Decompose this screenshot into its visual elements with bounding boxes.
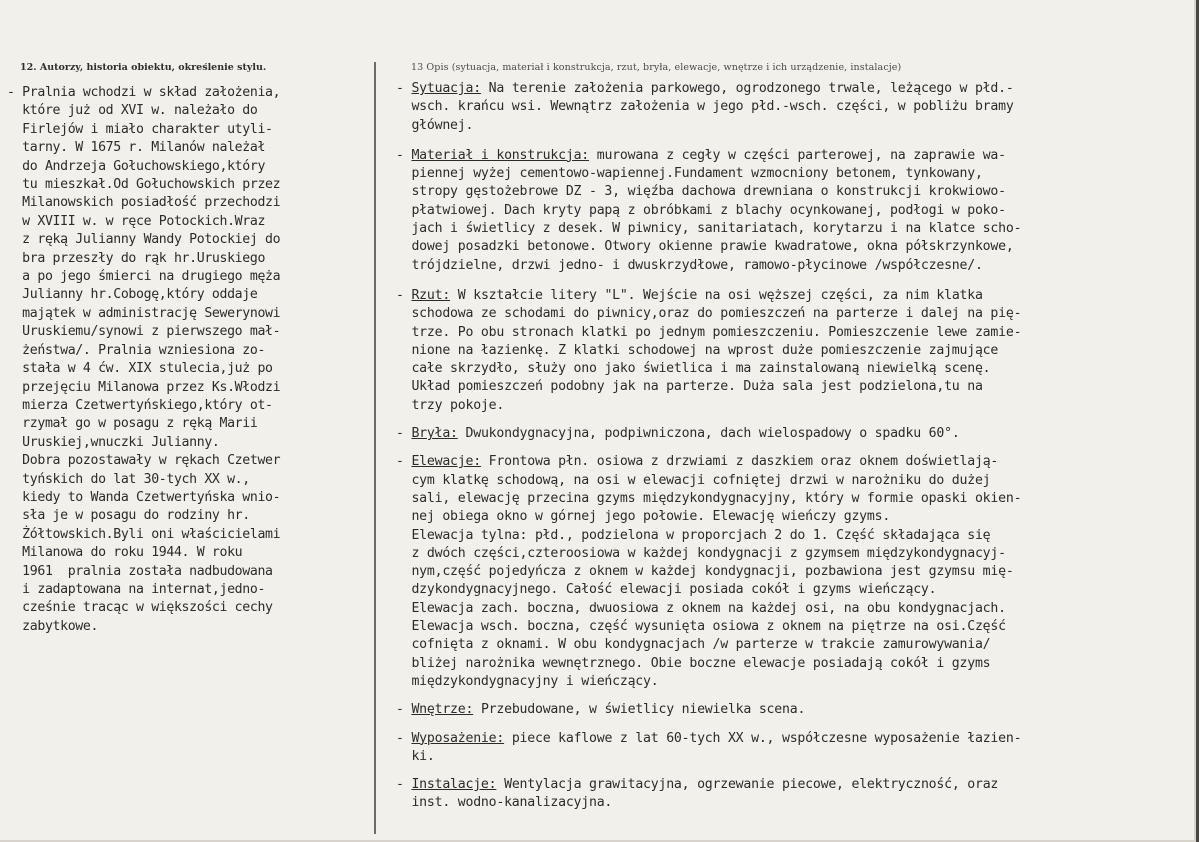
description-text — [396, 80, 1192, 813]
section-wyposazenie: - Wyposażenie: piece kaflowe z lat 60-tych XX w., współczesne wyposażenie łazien- ki. — [396, 730, 1022, 764]
section-elewacje: - Elewacje: Frontowa płn. osiowa z drzwiami z daszkiem oraz oknem doświetlają- cym klatkę schodową, na osi w elewacji cofniętej drzwi w narożniku do dużej sali, elewację przecina gzyms międzykondygnacyjny, który w formie opaski okien- nej obiega okno w górnej jego połowie. Elewację wieńczy gzyms. Elewacja tylna: płd., podzielona w proporcjach 2 do 1. Część składająca się z dwóch części,czteroosiowa w każdej kondygnacji z gzymsem międzykondygnacyj- nym,część pojedyńcza z oknem w każdej kondygnacji, pozbawiona jest gzymsu mię- dzykondygnacyjnego. Całość elewacji posiada cokół i gzyms wieńczący. Elewacja zach. boczna, dwuosiowa z oknem na każdej osi, na obu kondygnacjach. Elewacja wsch. boczna, część wysunięta osiowa z oknem na piętrze na osi.Część cofnięta z oknami. W obu kondygnacjach /w parterze w trakcie zamurowywania/ bliżej narożnika wewnętrznego. Obie boczne elewacje posiadają cokół i gzyms międzykondygnacyjny i wieńczący. — [396, 454, 1022, 689]
instalacje-text: Wentylacja grawitacyjna, ogrzewanie piecowe, elektryczność, oraz inst. wodno-kanalizacyjna. — [411, 777, 999, 811]
sytuacja-label: Sytuacja: — [411, 81, 481, 96]
left-column-header: 12. Autorzy, historia obiektu, określenie stylu. — [20, 62, 267, 73]
section-material: - Materiał i konstrukcja: murowana z cegły w części parterowej, na zaprawie wa- piennej wyżej cementowo-wapiennej.Fundament wzmocniony betonem, tynkowany, stropy gęstożebrowe DZ - 3, więźba dachowa drewniana o konstrukcji krokwiowo- płatwiowej. Dach kryty papą z obróbkami z blachy ocynkowanej, podłogi w poko- jach i świetlicy z desek. W piwnicy, sanitariatach, korytarzu i na klatce scho- dowej posadzki betonowe. Otwory okienne prawie kwadratowe, okna półskrzynkowe, trójdzielne, drzwi jedno- i dwuskrzydłowe, ramowo-płycinowe /współczesne/. — [396, 147, 1022, 273]
material-label: Materiał i konstrukcja: — [411, 147, 590, 163]
right-column-header: 13 Opis (sytuacja, materiał i konstrukcja, rzut, bryła, elewacje, wnętrze i ich urządzenie, instalacje) — [411, 62, 902, 73]
history-text: - Pralnia wchodzi w skład założenia, które już od XVI w. należało do Firlejów i miało charakter utyli- tarny. W 1675 r. Milanów należał do Andrzeja Gołuchowskiego,który tu mieszkał.Od Gołuchowskich przez Milanowskich posiadłość przechodzi w XVIII w. w ręce Potockich.Wraz z ręką Julianny Wandy Potockiej do bra przeszły do rąk hr.Uruskiego a po jego śmierci na drugiego męża Julianny hr.Cobogę,który oddaje majątek w administrację Sewerynowi Uruskiemu/synowi z pierwszego mał- żeństwa/. Pralnia wzniesiona zo- stała w 4 ćw. XIX stulecia,już po przejęciu Milanowa przez Ks.Włodzi mierza Czetwertyńskiego,który ot- rzymał go w posagu z ręką Marii Uruskiej,wnuczki Julianny. Dobra pozostawały w rękach Czetwer tyńskich do lat 30-tych XX w., kiedy to Wanda Czetwertyńska wnio- sła je w posagu do rodziny hr. Żółtowskich.Byli oni właścicielami Milanowa do roku 1944. W roku 1961 pralnia została nadbudowana i zadaptowana na internat,jedno- cześnie tracąc w większości cechy zabytkowe. — [7, 85, 281, 634]
section-bryla: - Bryła: Dwukondygnacyjna, podpiwniczona, dach wielospadowy o spadku 60°. — [396, 426, 960, 442]
section-wnetrze: - Wnętrze: Przebudowane, w świetlicy niewielka scena. — [396, 702, 806, 718]
bryla-label: Bryła: — [411, 426, 458, 442]
wyposazenie-label: Wyposażenie: — [411, 730, 505, 746]
elewacje-label: Elewacje: — [411, 454, 481, 470]
bryla-text: Dwukondygnacyjna, podpiwniczona, dach wielospadowy o spadku 60°. — [457, 426, 960, 442]
wnetrze-label: Wnętrze: — [411, 702, 474, 718]
section-rzut: - Rzut: W kształcie litery "L". Wejście na osi węższej części, za nim klatka schodowa ze schodami do piwnicy,oraz do pomieszczeń na parterze i dalej na pię- trze. Po obu stronach klatki po jednym pomieszczeniu. Pomieszczenie lewe zamie- nione na łazienkę. Z klatki schodowej na wprost duże pomieszczenie zajmujące całe skrzydło, służy ono jako świetlica i ma zainstalowaną niewielką scenę. Układ pomieszczeń podobny jak na parterze. Duża sala jest podzielona,tu na trzy pokoje. — [396, 287, 1022, 413]
wnetrze-text: Przebudowane, w świetlicy niewielka scena. — [473, 702, 806, 718]
material-text: murowana z cegły w części parterowej, na zaprawie wa- piennej wyżej cementowo-wapiennej.Fundament wzmocniony betonem, tynkowany, stropy gęstożebrowe DZ - 3, więźba dachowa drewniana o konstrukcji krokwiowo- płatwiowej. Dach kryty papą z obróbkami z blachy ocynkowanej, podłogi w poko- jach i świetlicy z desek. W piwnicy, sanitariatach, korytarzu i na klatce scho- dowej posadzki betonowe. Otwory okienne prawie kwadratowe, okna półskrzynkowe, trójdzielne, drzwi jedno- i dwuskrzydłowe, ramowo-płycinowe /współczesne/. — [411, 147, 1022, 273]
instalacje-label: Instalacje: — [411, 777, 497, 793]
section-instalacje: - Instalacje: Wentylacja grawitacyjna, ogrzewanie piecowe, elektryczność, oraz inst. wodno-kanalizacyjna. — [396, 777, 999, 811]
wyposazenie-text: piece kaflowe z lat 60-tych XX w., współczesne wyposażenie łazien- ki. — [411, 730, 1022, 764]
elewacje-text: Frontowa płn. osiowa z drzwiami z daszkiem oraz oknem doświetlają- cym klatkę schodową, na osi w elewacji cofniętej drzwi w narożniku do dużej sali, elewację przecina gzyms międzykondygnacyjny, który w formie opaski okien- nej obiega okno w górnej jego połowie. Elewację wieńczy gzyms. Elewacja tylna: płd., podzielona w proporcjach 2 do 1. Część składająca się z dwóch części,czteroosiowa w każdej kondygnacji z gzymsem międzykondygnacyj- nym,część pojedyńcza z oknem w każdej kondygnacji, pozbawiona jest gzymsu mię- dzykondygnacyjnego. Całość elewacji posiada cokół i gzyms wieńczący. Elewacja zach. boczna, dwuosiowa z oknem na każdej osi, na obu kondygnacjach. Elewacja wsch. boczna, część wysunięta osiowa z oknem na piętrze na osi.Część cofnięta z oknami. W obu kondygnacjach /w parterze w trakcie zamurowywania/ bliżej narożnika wewnętrznego. Obie boczne elewacje posiadają cokół i gzyms międzykondygnacyjny i wieńczący. — [411, 454, 1022, 689]
sytuacja-text: Na terenie założenia parkowego, ogrodzonego trwale, leżącego w płd.- wsch. krańcu wsi. Wewnątrz założenia w jego płd.-wsch. części, w pobliżu bramy głównej. — [411, 81, 1014, 133]
rzut-text: W kształcie litery "L". Wejście na osi węższej części, za nim klatka schodowa ze schodami do piwnicy,oraz do pomieszczeń na parterze i dalej na pię- trze. Po obu stronach klatki po jednym pomieszczeniu. Pomieszczenie lewe zamie- nione na łazienkę. Z klatki schodowej na wprost duże pomieszczenie zajmujące całe skrzydło, służy ono jako świetlica i ma zainstalowaną niewielką scenę. Układ pomieszczeń podobny jak na parterze. Duża sala jest podzielona,tu na trzy pokoje. — [411, 287, 1022, 413]
column-divider — [374, 62, 376, 834]
section-sytuacja: - Sytuacja: Na terenie założenia parkowego, ogrodzonego trwale, leżącego w płd.- wsch. krańcu wsi. Wewnątrz założenia w jego płd.-wsch. części, w pobliżu bramy głównej. — [396, 81, 1014, 133]
rzut-label: Rzut: — [411, 287, 451, 303]
